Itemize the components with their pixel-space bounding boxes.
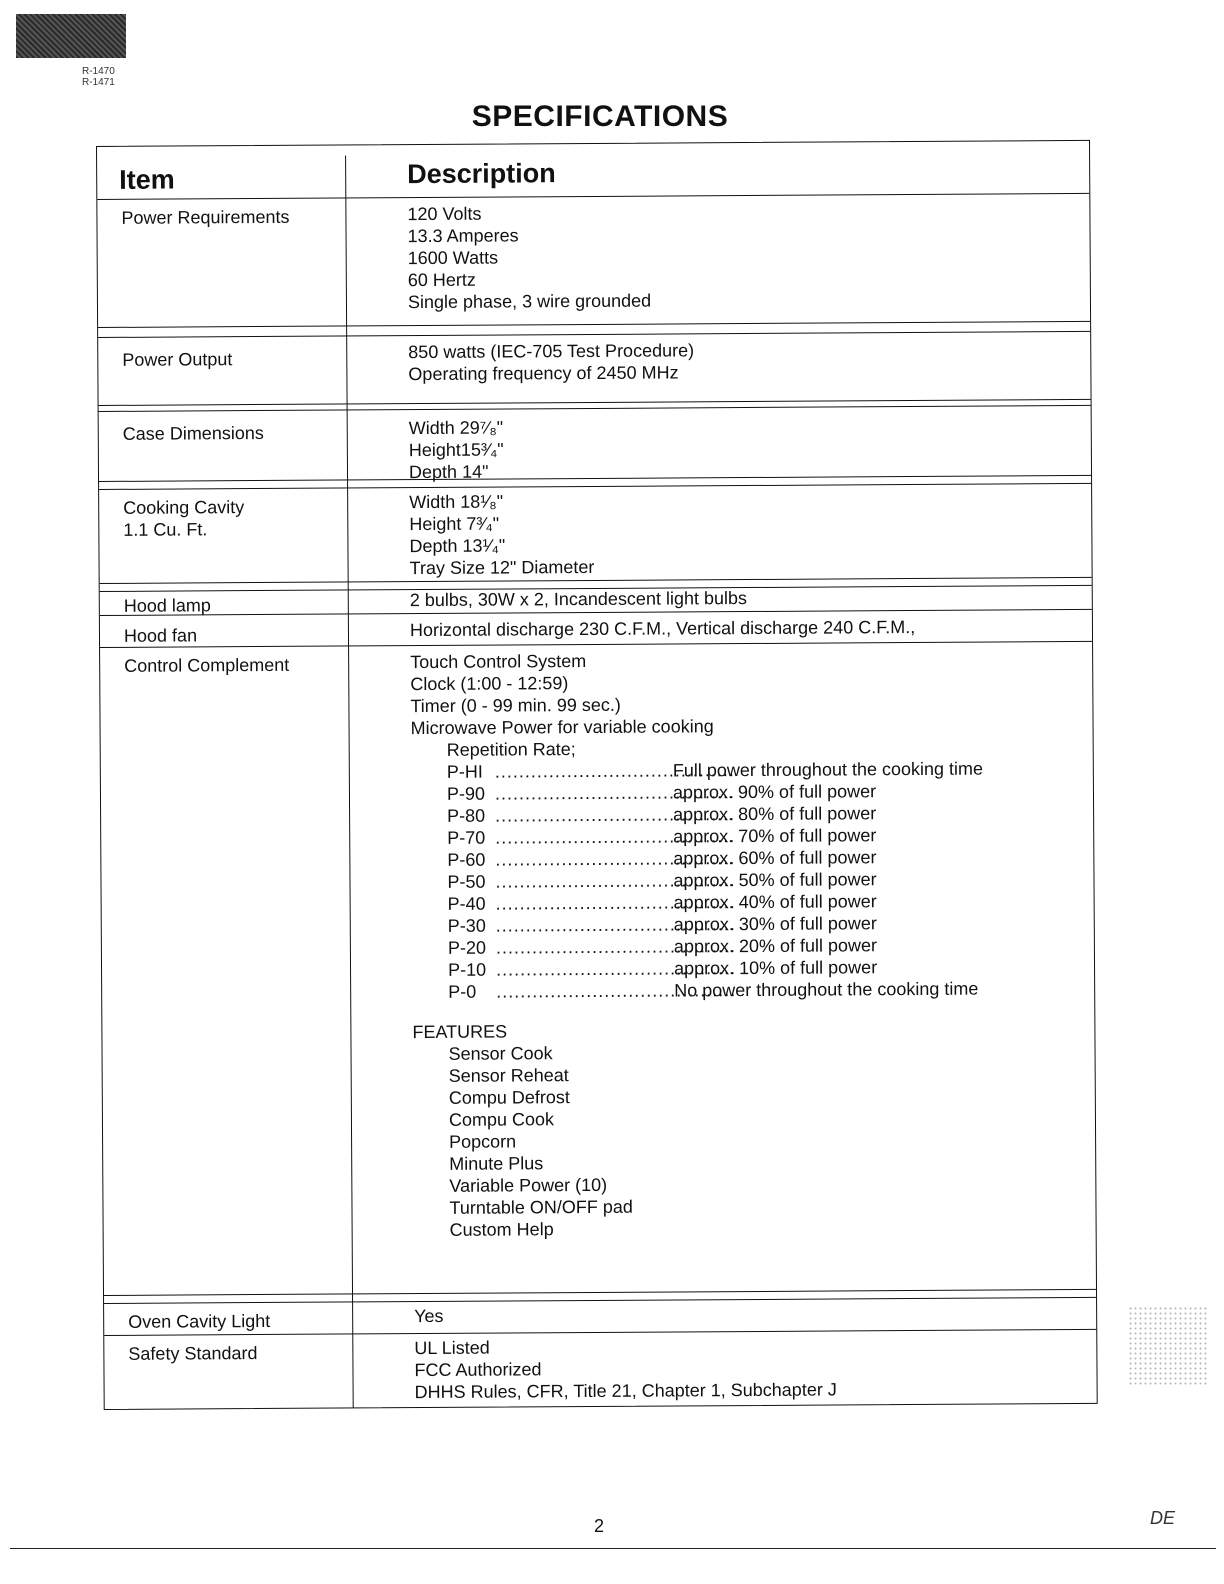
item-cooking-cavity <box>123 495 343 540</box>
dot-leader: ........................................ <box>495 914 736 936</box>
power-level-code: P-50 <box>447 871 486 892</box>
item-hood-lamp: Hood lamp <box>123 595 211 616</box>
desc-line: Depth 14" <box>408 461 489 483</box>
desc-case-dimensions <box>409 413 1069 483</box>
power-level-row <box>448 977 1072 1003</box>
page-number: 2 <box>594 1516 605 1536</box>
model-number-1: R-1470 <box>82 66 115 77</box>
desc-line: Single phase, 3 wire grounded <box>407 290 652 313</box>
power-level-code: P-HI <box>446 761 483 782</box>
feature-item: Sensor Cook <box>448 1043 553 1064</box>
footer-mark: DE <box>1150 1508 1176 1528</box>
desc-line: 120 Volts <box>407 203 482 225</box>
column-divider <box>345 155 354 1407</box>
desc-line: Touch Control System <box>410 651 587 673</box>
item-power-requirements: Power Requirements <box>121 206 290 228</box>
power-level-code: P-90 <box>446 783 486 804</box>
power-level-code: P-40 <box>447 893 486 914</box>
header-description: Description <box>407 158 556 190</box>
feature-item: Custom Help <box>449 1219 554 1240</box>
desc-line: Microwave Power for variable cooking <box>410 716 714 739</box>
dot-leader: ........................................ <box>496 980 737 1002</box>
model-numbers <box>82 66 115 88</box>
desc-line: 850 watts (IEC-705 Test Procedure) <box>408 340 695 363</box>
power-level-code: P-30 <box>447 915 486 936</box>
item-control-complement: Control Complement <box>124 654 290 676</box>
desc-line: FCC Authorized <box>414 1359 542 1381</box>
repetition-rate-label: Repetition Rate; <box>446 739 576 760</box>
feature-item: Turntable ON/OFF pad <box>449 1196 633 1218</box>
scan-speckle <box>1128 1306 1208 1386</box>
desc-control-complement <box>410 647 1074 1241</box>
desc-hood-fan: Horizontal discharge 230 C.F.M., Vertical discharge 240 C.F.M., <box>409 617 916 641</box>
desc-line: Operating frequency of 2450 MHz <box>408 362 679 385</box>
dot-leader: ........................................ <box>495 958 737 980</box>
power-level-row <box>447 757 1071 783</box>
power-level-description: approx. 20% of full power <box>673 935 878 957</box>
feature-item: Minute Plus <box>449 1153 544 1174</box>
desc-line: DHHS Rules, CFR, Title 21, Chapter 1, Subchapter J <box>414 1379 837 1403</box>
dot-leader: ........................................ <box>495 826 736 848</box>
power-level-list <box>411 757 1072 1003</box>
dot-leader: ........................................ <box>494 782 736 804</box>
desc-line: Width 29⁷⁄₈" <box>408 417 504 439</box>
power-level-code: P-20 <box>447 937 486 958</box>
power-level-description: approx. 80% of full power <box>673 803 877 825</box>
power-level-code: P-70 <box>447 827 486 848</box>
item-line: 1.1 Cu. Ft. <box>123 519 208 540</box>
power-level-description: No power throughout the cooking time <box>674 978 979 1001</box>
scan-corner-block <box>16 14 126 58</box>
desc-line: Clock (1:00 - 12:59) <box>410 673 569 695</box>
dot-leader: ........................................ <box>495 892 736 914</box>
feature-item: Popcorn <box>449 1131 517 1152</box>
desc-line: Depth 13¹⁄₄" <box>409 535 506 557</box>
item-line: Cooking Cavity <box>123 497 245 518</box>
bottom-rule <box>10 1548 1216 1549</box>
features-list <box>412 1039 1073 1241</box>
power-level-code: P-10 <box>447 959 487 980</box>
desc-power-output <box>408 337 1068 385</box>
desc-line: Width 18¹⁄₈" <box>409 491 504 513</box>
row-divider <box>98 321 1090 328</box>
row-divider <box>100 577 1092 584</box>
desc-cooking-cavity <box>409 487 1070 579</box>
power-level-code: P-80 <box>447 805 486 826</box>
feature-item: Compu Defrost <box>448 1087 570 1108</box>
desc-line: Height15³⁄₄" <box>408 439 504 461</box>
desc-line: UL Listed <box>414 1337 490 1359</box>
item-case-dimensions: Case Dimensions <box>122 422 264 444</box>
header-item: Item <box>119 164 175 195</box>
feature-item: Sensor Reheat <box>448 1065 569 1086</box>
feature-item: Variable Power (10) <box>449 1174 608 1196</box>
specifications-table <box>96 140 1098 1410</box>
page-title: SPECIFICATIONS <box>471 100 729 133</box>
item-safety-standard: Safety Standard <box>128 1343 258 1364</box>
dot-leader: ........................................ <box>495 804 736 826</box>
row-divider <box>99 405 1091 412</box>
desc-line: Height 7³⁄₄" <box>409 513 500 535</box>
desc-line: Timer (0 - 99 min. 99 sec.) <box>410 694 621 717</box>
item-power-output: Power Output <box>122 349 233 370</box>
power-level-description: approx. 70% of full power <box>673 825 877 847</box>
power-level-description: approx. 30% of full power <box>673 913 877 935</box>
dot-leader: ........................................ <box>494 760 735 782</box>
power-level-description: approx. 40% of full power <box>673 891 877 913</box>
feature-item: Compu Cook <box>448 1109 555 1130</box>
power-level-description: approx. 60% of full power <box>673 847 877 869</box>
desc-oven-cavity-light: Yes <box>414 1305 444 1327</box>
power-level-description: approx. 90% of full power <box>672 781 877 803</box>
power-level-description: approx. 10% of full power <box>673 957 878 979</box>
model-number-2: R-1471 <box>82 77 115 88</box>
dot-leader: ........................................ <box>495 870 736 892</box>
desc-safety-standard <box>414 1333 1074 1403</box>
power-level-description: approx. 50% of full power <box>673 869 877 891</box>
desc-line: Tray Size 12" Diameter <box>409 556 595 579</box>
features-label: FEATURES <box>412 1021 508 1043</box>
row-divider <box>104 1289 1096 1296</box>
power-level-description: Full power throughout the cooking time <box>672 758 984 781</box>
power-level-code: P-0 <box>448 981 477 1002</box>
dot-leader: ........................................ <box>495 848 736 870</box>
item-oven-cavity-light: Oven Cavity Light <box>128 1310 271 1332</box>
item-hood-fan: Hood fan <box>123 625 198 646</box>
power-level-code: P-60 <box>447 849 486 870</box>
desc-line: 13.3 Amperes <box>407 225 519 247</box>
dot-leader: ........................................ <box>495 936 737 958</box>
desc-power-requirements <box>407 199 1068 313</box>
desc-line: 60 Hertz <box>407 269 476 291</box>
desc-line: 1600 Watts <box>407 247 499 269</box>
desc-hood-lamp: 2 bulbs, 30W x 2, Incandescent light bulbs <box>409 588 748 611</box>
